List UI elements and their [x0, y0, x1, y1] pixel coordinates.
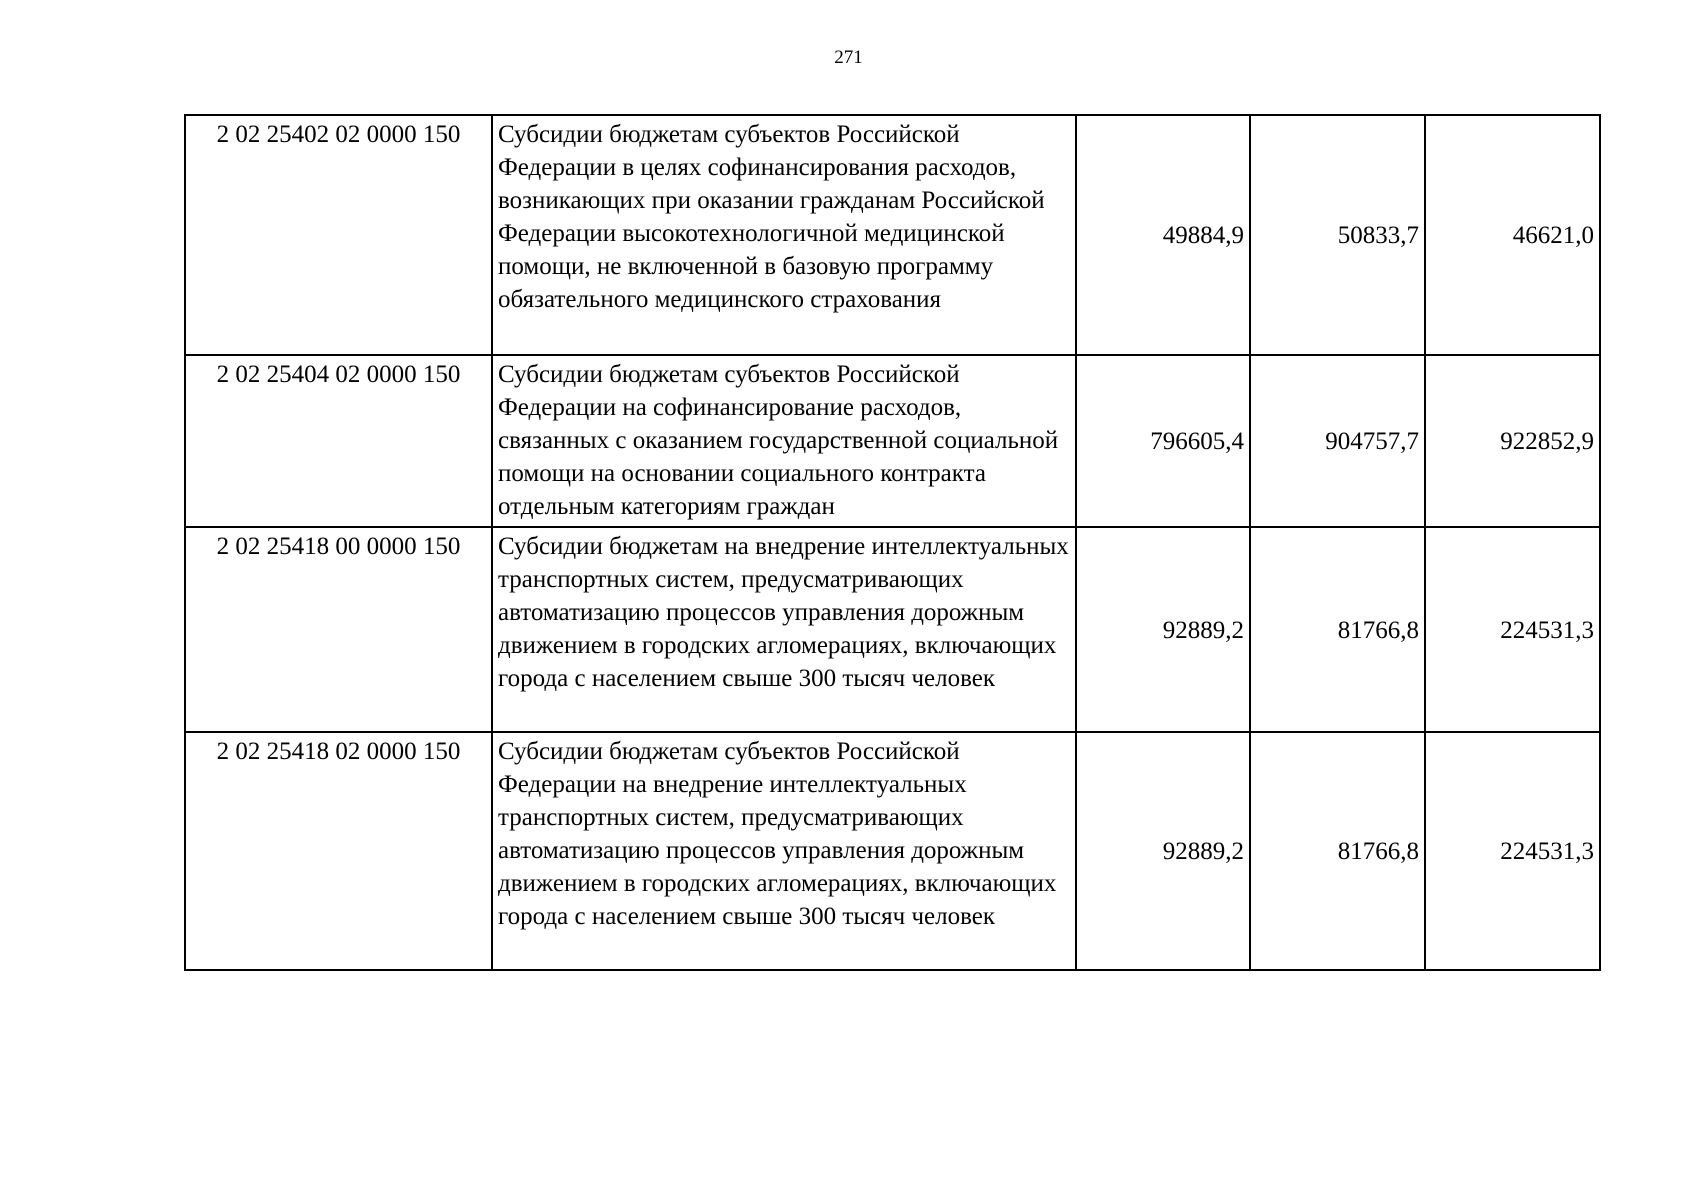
table-row — [185, 527, 1600, 732]
amount-cell-year-1: 49884,9 — [1076, 115, 1250, 355]
budget-table — [184, 114, 1601, 971]
amount-cell-year-1: 796605,4 — [1076, 355, 1250, 527]
amount-cell-year-1: 92889,2 — [1076, 732, 1250, 970]
budget-code-cell: 2 02 25402 02 0000 150 — [185, 115, 492, 355]
budget-code-cell: 2 02 25418 00 0000 150 — [185, 527, 492, 732]
budget-code-cell: 2 02 25404 02 0000 150 — [185, 355, 492, 527]
description-cell: Субсидии бюджетам субъектов Российской Федерации в целях софинансирования расходов, возникающих при оказании гражданам Российской Федерации высокотехнологичной медицинской помощи, не включенной в базовую программу обязательного медицинского страхования — [492, 115, 1076, 355]
amount-cell-year-2: 904757,7 — [1250, 355, 1425, 527]
table-row — [185, 115, 1600, 355]
amount-cell-year-1: 92889,2 — [1076, 527, 1250, 732]
description-cell: Субсидии бюджетам на внедрение интеллектуальных транспортных систем, предусматривающих автоматизацию процессов управления дорожным движением в городских агломерациях, включающих города с населением свыше 300 тысяч человек — [492, 527, 1076, 732]
page-number: 271 — [834, 47, 863, 68]
description-cell: Субсидии бюджетам субъектов Российской Федерации на софинансирование расходов, связанных с оказанием государственной социальной помощи на основании социального контракта отдельным категориям граждан — [492, 355, 1076, 527]
amount-cell-year-3: 922852,9 — [1425, 355, 1600, 527]
budget-code-cell: 2 02 25418 02 0000 150 — [185, 732, 492, 970]
amount-cell-year-3: 224531,3 — [1425, 527, 1600, 732]
amount-cell-year-2: 81766,8 — [1250, 527, 1425, 732]
amount-cell-year-3: 46621,0 — [1425, 115, 1600, 355]
description-cell: Субсидии бюджетам субъектов Российской Федерации на внедрение интеллектуальных транспортных систем, предусматривающих автоматизацию процессов управления дорожным движением в городских агломерациях, включающих города с населением свыше 300 тысяч человек — [492, 732, 1076, 970]
table-row — [185, 355, 1600, 527]
amount-cell-year-3: 224531,3 — [1425, 732, 1600, 970]
amount-cell-year-2: 81766,8 — [1250, 732, 1425, 970]
table-row — [185, 732, 1600, 970]
amount-cell-year-2: 50833,7 — [1250, 115, 1425, 355]
